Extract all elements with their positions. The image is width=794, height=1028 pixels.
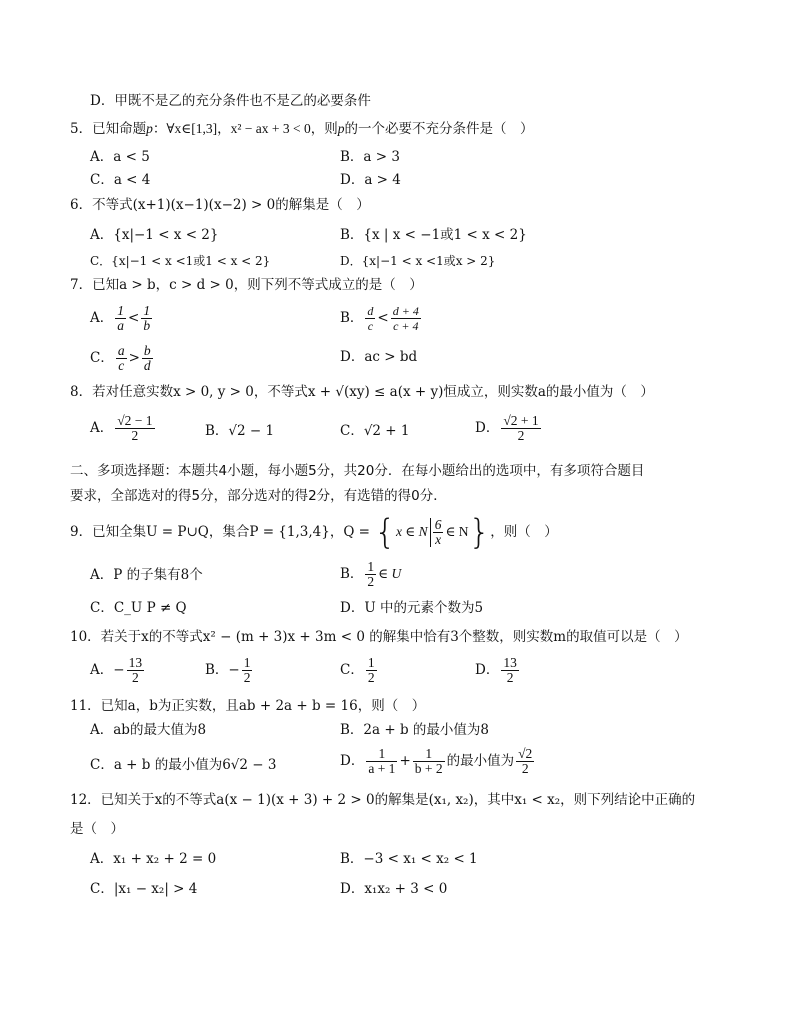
denominator: b + 2	[414, 761, 443, 776]
denominator: 2	[506, 670, 514, 685]
q11-option-d-label: D．	[340, 753, 365, 769]
q9-stem-pre: 9．已知全集U = P∪Q，集合P = {1,3,4}，Q =	[70, 524, 375, 540]
q11-stem: 11．已知a，b为正实数，且ab + 2a + b = 16，则（ ）	[70, 698, 426, 714]
q10-option-b	[205, 656, 254, 685]
q8-option-c: C．√2 + 1	[340, 423, 410, 439]
q8-option-b: B．√2 − 1	[205, 423, 275, 439]
numerator: 13	[128, 655, 143, 670]
q11-d-frac2	[413, 747, 445, 776]
q9-option-b-label: B．	[340, 566, 364, 582]
denominator: a	[117, 318, 124, 333]
numerator: 1	[117, 303, 124, 318]
q11-option-b: B．2a + b 的最小值为8	[340, 722, 489, 738]
q10-option-d	[475, 656, 521, 685]
q8-a-frac	[115, 414, 154, 443]
numerator: 1	[367, 655, 375, 670]
q7-option-b-label: B．	[340, 310, 364, 326]
q5-option-b: B．a > 3	[340, 149, 400, 165]
denominator: c	[118, 358, 125, 373]
q11-option-a: A．ab的最大值为8	[90, 722, 207, 738]
q10-option-d-label: D．	[475, 662, 500, 678]
q11-option-d	[340, 747, 536, 776]
q11-d-frac3	[516, 747, 534, 776]
q5-option-a: A．a < 5	[90, 149, 150, 165]
q7-option-b	[340, 304, 423, 333]
left-brace: {	[374, 512, 396, 553]
q9-option-a: A．P 的子集有8个	[90, 567, 203, 583]
numerator: 1	[143, 303, 151, 318]
q10-option-a	[90, 656, 146, 685]
numerator: 13	[503, 655, 517, 670]
q7-b-frac2	[391, 304, 421, 333]
q7-option-c-label: C．	[90, 350, 114, 366]
q12-option-d: D．x₁x₂ + 3 < 0	[340, 881, 448, 897]
q12-option-b: B．−3 < x₁ < x₂ < 1	[340, 851, 478, 867]
q9-b-post: ∈ U	[378, 566, 402, 581]
q5-stem-pre: 5．已知命题	[70, 121, 147, 137]
q5-p: p	[146, 121, 153, 136]
q8-stem: 8．若对任意实数x > 0, y > 0，不等式x + √(xy) ≤ a(x + y)恒成立，则实数a的最小值为（ ）	[70, 384, 654, 400]
q9-set-cond: ∈ N	[445, 524, 469, 539]
denominator: 2	[131, 428, 139, 443]
q10-a-frac	[127, 656, 145, 685]
numerator: d	[367, 304, 374, 318]
q7-option-d: D．ac > bd	[340, 349, 418, 365]
numerator: b	[143, 343, 151, 358]
numerator: 1	[367, 559, 375, 574]
q10-d-frac	[501, 656, 519, 685]
q6-option-c: C．{x|−1 < x <1或1 < x < 2}	[90, 254, 271, 268]
q10-b-frac	[242, 656, 253, 685]
q8-option-a-label: A．	[90, 420, 114, 436]
denominator: a + 1	[368, 761, 396, 776]
denominator: b	[143, 318, 151, 333]
q10-stem: 10．若关于x的不等式x² − (m + 3)x + 3m < 0 的解集中恰有3个整数，则实数m的取值可以是（ ）	[70, 629, 688, 645]
q7-b-frac1	[365, 304, 375, 333]
q5-condition: ：∀x∈[1,3]，x² − ax + 3 < 0	[152, 121, 311, 136]
q4-option-d: D．甲既不是乙的充分条件也不是乙的必要条件	[90, 93, 371, 109]
set-bar	[430, 518, 446, 547]
numerator: d + 4	[392, 304, 419, 318]
q7-a-frac1	[115, 304, 126, 333]
numerator: 1	[413, 747, 445, 762]
q6-option-d: D．{x|−1 < x <1或x > 2}	[340, 254, 496, 268]
numerator: √2 − 1	[117, 413, 153, 428]
q10-option-c-label: C．	[340, 662, 364, 678]
q11-option-c: C．a + b 的最小值为6√2 − 3	[90, 757, 277, 773]
denominator: d	[143, 358, 151, 373]
numerator: 1	[366, 747, 397, 762]
q8-option-d	[475, 414, 543, 443]
q9-b-frac	[365, 560, 376, 589]
q12-stem-line2: 是（ ）	[70, 821, 124, 837]
q10-option-c	[340, 656, 379, 685]
q9-stem	[70, 512, 558, 553]
q5-p2: p	[337, 121, 345, 136]
numerator: 1	[243, 655, 251, 670]
numerator: √2 + 1	[503, 413, 539, 428]
q5-option-c: C．a < 4	[90, 172, 151, 188]
denominator: c	[367, 319, 374, 333]
numerator: 6	[434, 517, 442, 532]
q6-option-b: B．{x | x < −1或1 < x < 2}	[340, 227, 527, 243]
q10-option-b-label: B．−	[205, 662, 240, 678]
q5-stem-post2: 的一个必要不充分条件是（ ）	[344, 121, 534, 137]
q7-c-frac2	[142, 344, 153, 373]
q9-frac	[433, 518, 444, 547]
denominator: 2	[521, 761, 529, 776]
section-2-header-line1: 二、多项选择题：本题共4小题，每小题5分，共20分．在每小题给出的选项中，有多项符合题目	[70, 463, 645, 479]
q8-option-d-label: D．	[475, 420, 500, 436]
q8-d-frac	[501, 414, 540, 443]
operator: +	[399, 753, 411, 769]
denominator: 2	[517, 428, 525, 443]
numerator: a	[117, 343, 125, 358]
q6-stem: 6．不等式(x+1)(x−1)(x−2) > 0的解集是（ ）	[70, 197, 370, 213]
q9-option-c: C．C_U P ≠ Q	[90, 600, 187, 616]
q8-option-a	[90, 414, 157, 443]
q9-stem-post: ，则（ ）	[490, 524, 558, 540]
q5-stem	[70, 120, 533, 138]
q5-option-d: D．a > 4	[340, 172, 401, 188]
numerator: √2	[518, 746, 533, 761]
q9-option-d: D．U 中的元素个数为5	[340, 600, 484, 616]
q5-stem-post: ，则	[310, 121, 338, 137]
denominator: x	[435, 532, 442, 547]
q10-option-a-label: A．−	[90, 662, 125, 678]
operator: <	[128, 310, 140, 326]
q11-d-mid: 的最小值为	[446, 753, 515, 769]
q11-d-frac1	[366, 747, 397, 776]
right-brace: }	[468, 512, 491, 553]
q7-c-frac1	[116, 344, 127, 373]
denominator: 2	[243, 670, 251, 685]
q12-option-a: A．x₁ + x₂ + 2 = 0	[90, 851, 217, 867]
q12-stem-line1: 12．已知关于x的不等式a(x − 1)(x + 3) + 2 > 0的解集是(x₁, x₂)，其中x₁ < x₂，则下列结论中正确的	[70, 792, 696, 808]
q10-c-frac	[366, 656, 377, 685]
denominator: 2	[367, 574, 375, 589]
q6-option-a: A．{x|−1 < x < 2}	[90, 227, 219, 243]
denominator: c + 4	[393, 319, 419, 333]
q7-option-a	[90, 304, 154, 333]
q7-option-a-label: A．	[90, 310, 114, 326]
q7-stem: 7．已知a > b，c > d > 0，则下列不等式成立的是（ ）	[70, 277, 423, 293]
denominator: 2	[131, 670, 139, 685]
q9-option-b	[340, 560, 401, 589]
q7-a-frac2	[141, 304, 152, 333]
operator: >	[128, 350, 140, 366]
q9-set-var: x ∈ N	[395, 524, 428, 539]
q7-option-c	[90, 344, 155, 373]
operator: <	[377, 310, 389, 326]
q12-option-c: C．|x₁ − x₂| > 4	[90, 881, 198, 897]
denominator: 2	[367, 670, 375, 685]
section-2-header-line2: 要求，全部选对的得5分，部分选对的得2分，有选错的得0分．	[70, 488, 447, 504]
